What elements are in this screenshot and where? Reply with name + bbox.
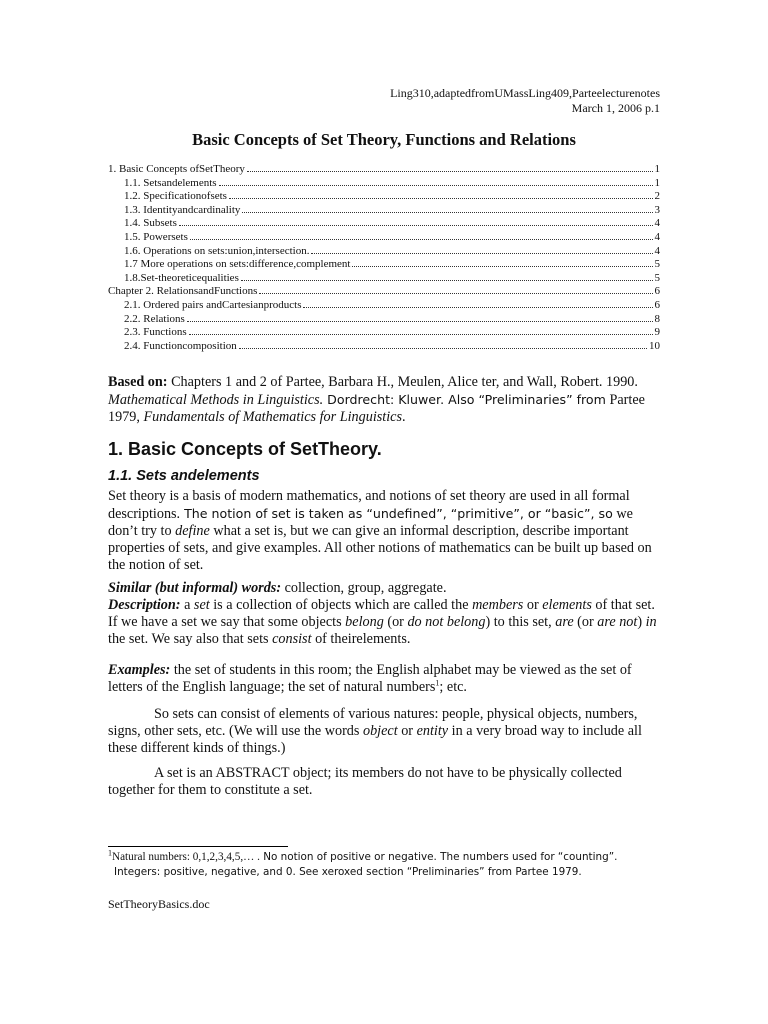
toc-entry-page: 5	[654, 258, 660, 271]
emphasis: object	[362, 723, 398, 739]
toc-entry[interactable]	[108, 231, 660, 245]
toc-entry-label: 1.2. Specificationofsets	[124, 190, 227, 203]
toc-entry[interactable]	[108, 163, 660, 177]
toc-entry[interactable]	[108, 258, 660, 272]
toc-leader-dots	[239, 348, 647, 349]
emphasis: consist	[272, 631, 312, 647]
text: what a set is, but we can give an informal description, describe important properties of sets, and give examples. All other notions of mathematics can be built up based on the notion of set.	[108, 523, 652, 573]
text: the set. We say also that sets	[108, 631, 273, 647]
text: collection, group, aggregate.	[281, 580, 447, 596]
text: Set theory is a basis of modern mathematics, and notions of set theory are used in all	[108, 488, 589, 504]
text: of theirelements.	[311, 631, 411, 647]
based-on-paragraph	[108, 374, 660, 426]
toc-leader-dots	[242, 212, 652, 213]
emphasis: elements	[542, 597, 592, 613]
toc-leader-dots	[259, 293, 652, 294]
text: The notion of set is taken as “undefined”, “primitive”, or “basic”, so	[180, 506, 613, 521]
toc-entry-label: 1.8.Set-theoreticequalities	[124, 271, 239, 284]
text: Integers: positive, negative, and 0. See xeroxed section “Preliminaries” from Partee 1979.	[114, 866, 582, 878]
book-title-1: Mathematical Methods in Linguistics.	[108, 392, 324, 408]
toc-entry-page: 1	[654, 176, 660, 189]
text: So sets can consist of elements of various natures: people, physical objects, numbers, signs, other sets, etc. (We will use the words	[108, 706, 638, 739]
subsection-heading: 1.1. Sets andelements	[108, 468, 260, 484]
toc-entry-page: 5	[654, 271, 660, 284]
toc-entry-page: 4	[654, 217, 660, 230]
text: No notion of positive or negative. The numbers used for “counting”.	[259, 851, 618, 863]
book-title-2: Fundamentals of Mathematics for Linguistics	[143, 409, 402, 425]
toc-entry-page: 2	[654, 190, 660, 203]
toc-entry-page: 3	[654, 203, 660, 216]
based-on-text: Chapters 1 and 2 of Partee, Barbara H., Meulen, Alice ter, and Wall, Robert. 1990.	[167, 374, 638, 390]
toc-entry-label: 1.7 More operations on sets:difference,complement	[124, 258, 351, 271]
toc-leader-dots	[303, 307, 652, 308]
table-of-contents	[108, 163, 660, 353]
text: formal descriptions.	[108, 488, 630, 522]
period: .	[402, 409, 406, 425]
toc-entry-page: 4	[654, 244, 660, 257]
text: we don’t try to	[108, 506, 633, 539]
paragraph-kinds-of-elements	[108, 706, 660, 757]
emphasis: in	[645, 614, 657, 630]
toc-entry[interactable]	[108, 299, 660, 313]
toc-leader-dots	[247, 171, 653, 172]
toc-entry[interactable]	[108, 313, 660, 327]
emphasis: belong	[345, 614, 384, 630]
text: the set of students in this room; the English alphabet may be viewed as the set of letters of the English language; the set of natural numbers	[108, 662, 632, 695]
toc-entry[interactable]	[108, 340, 660, 354]
toc-leader-dots	[179, 225, 653, 226]
toc-entry-page: 1	[654, 163, 660, 175]
toc-leader-dots	[187, 321, 653, 322]
text: or	[397, 723, 417, 739]
toc-entry-label: 1.1. Setsandelements	[124, 176, 217, 189]
examples-label: Examples:	[108, 662, 171, 678]
header-date-line: March 1, 2006 p.1	[571, 101, 660, 115]
emphasis: are	[555, 614, 574, 630]
toc-entry[interactable]	[108, 190, 660, 204]
toc-entry-label: 1. Basic Concepts ofSetTheory	[108, 163, 245, 175]
toc-leader-dots	[219, 185, 653, 186]
toc-leader-dots	[189, 334, 653, 335]
text: of that set. If we have a set we say that some objects	[108, 597, 655, 630]
emphasis: do not belong	[407, 614, 486, 630]
file-name-footer: SetTheoryBasics.doc	[108, 897, 210, 911]
emphasis: entity	[416, 723, 449, 739]
emphasis: are not	[597, 614, 638, 630]
text: ; etc.	[439, 679, 467, 695]
text: (or	[573, 614, 598, 630]
footnote-reference[interactable]: 1	[435, 678, 440, 688]
toc-leader-dots	[241, 280, 653, 281]
toc-entry[interactable]	[108, 245, 660, 259]
document-title: Basic Concepts of Set Theory, Functions and Relations	[192, 130, 576, 149]
toc-entry-label: 2.2. Relations	[124, 312, 185, 325]
toc-entry-page: 6	[654, 298, 660, 311]
toc-leader-dots	[311, 253, 652, 254]
toc-entry-label: 1.3. Identityandcardinality	[124, 203, 241, 216]
toc-leader-dots	[190, 239, 653, 240]
toc-entry-label: 2.3. Functions	[124, 326, 187, 339]
similar-words-label: Similar (but informal) words:	[108, 580, 282, 596]
text: is a collection of objects which are called the	[209, 597, 473, 613]
toc-entry[interactable]	[108, 217, 660, 231]
footnote	[108, 850, 668, 880]
toc-entry-page: 10	[649, 339, 660, 352]
text: a	[180, 597, 194, 613]
toc-entry[interactable]	[108, 204, 660, 218]
based-on-label: Based on:	[108, 374, 168, 390]
footnote-separator	[108, 846, 288, 847]
toc-entry[interactable]	[108, 177, 660, 191]
emphasis: define	[175, 523, 210, 539]
section-heading: 1. Basic Concepts of SetTheory.	[108, 439, 382, 459]
toc-entry-page: 6	[654, 285, 660, 298]
paragraph-set-theory	[108, 488, 660, 574]
text: Natural numbers: 0,1,2,3,4,5,… .	[112, 851, 260, 863]
toc-entry[interactable]	[108, 272, 660, 286]
text: (or	[383, 614, 408, 630]
toc-leader-dots	[352, 266, 652, 267]
toc-entry-page: 9	[654, 326, 660, 339]
running-header	[390, 86, 660, 116]
toc-entry-label: 1.5. Powersets	[124, 230, 188, 243]
toc-leader-dots	[229, 198, 653, 199]
toc-entry-page: 4	[654, 230, 660, 243]
paragraph-examples	[108, 662, 660, 696]
text: )	[637, 614, 646, 630]
header-course-line: Ling310,adaptedfromUMassLing409,Parteelecturenotes	[390, 86, 660, 100]
description-label: Description:	[108, 597, 181, 613]
paragraph-description	[108, 580, 660, 648]
emphasis: set	[193, 597, 210, 613]
text: or	[523, 597, 543, 613]
text: in a very broad way to include all these different kinds of things.)	[108, 723, 642, 756]
based-on-partee: Partee 1979,	[108, 392, 645, 425]
footnote-mark: 1	[108, 848, 112, 858]
toc-entry-label: 1.4. Subsets	[124, 217, 177, 230]
text: ) to this set,	[485, 614, 556, 630]
toc-entry-label: 2.4. Functioncomposition	[124, 339, 237, 352]
toc-entry-label: 1.6. Operations on sets:union,intersection.	[124, 244, 310, 257]
toc-entry-label: Chapter 2. RelationsandFunctions	[108, 285, 258, 298]
paragraph-abstract-object: A set is an ABSTRACT object; its members do not have to be physically collected together for them to constitute a set.	[108, 765, 622, 798]
toc-entry-page: 8	[654, 312, 660, 325]
toc-entry[interactable]	[108, 285, 660, 299]
based-on-publisher: Dordrecht: Kluwer. Also “Preliminaries” from	[323, 392, 606, 407]
toc-entry[interactable]	[108, 326, 660, 340]
emphasis: members	[472, 597, 524, 613]
toc-entry-label: 2.1. Ordered pairs andCartesianproducts	[124, 298, 302, 311]
